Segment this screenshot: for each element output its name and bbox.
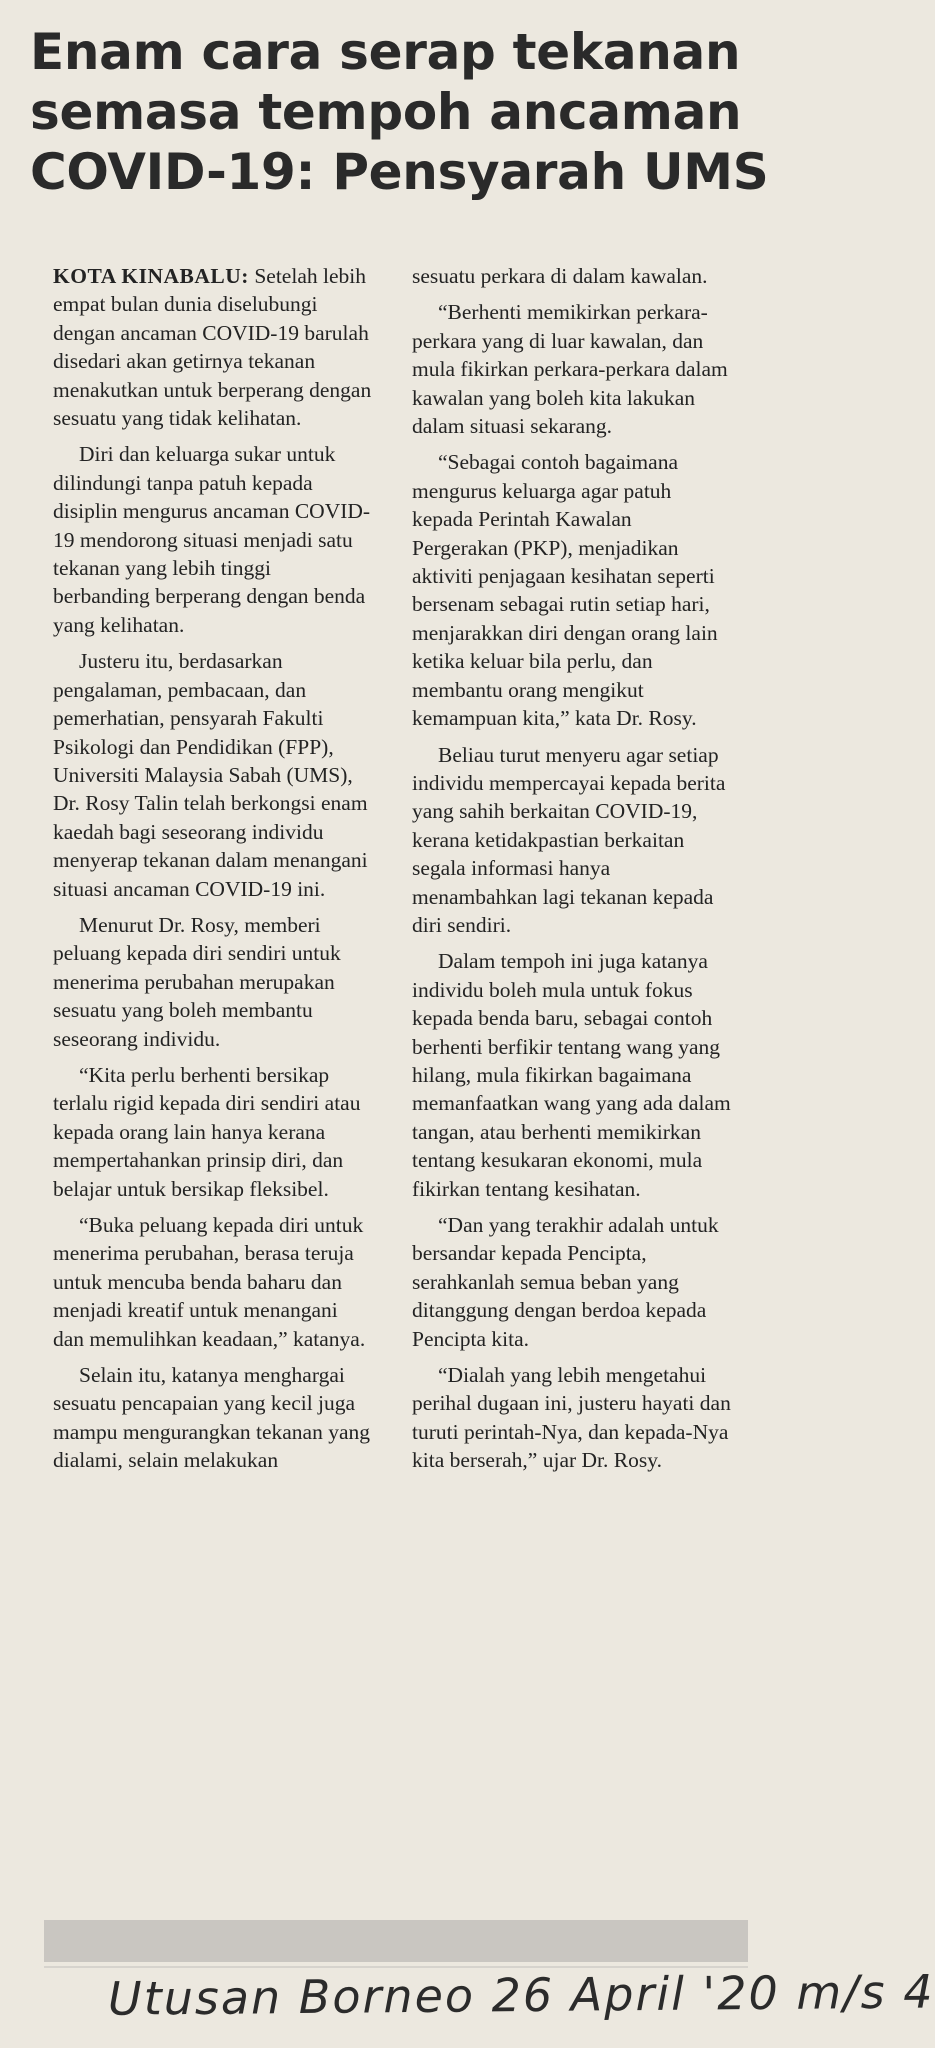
paragraph: “Dan yang terakhir adalah untuk bersandar kepada Pencipta, serahkanlah semua beban yang ditanggung dengan berdoa kepada Pencipta kita. [412, 1213, 719, 1351]
paragraph: Justeru itu, berdasarkan pengalaman, pembacaan, dan pemerhatian, pensyarah Fakulti Psikologi dan Pendidikan (FPP), Universiti Malaysia Sabah (UMS), Dr. Rosy Talin telah berkongsi enam kaedah bagi seseorang individu menyerap tekanan dalam menangani situasi ancaman COVID-19 ini. [53, 649, 368, 901]
paragraph [53, 262, 373, 432]
paragraph: Beliau turut menyeru agar setiap individu mempercayai kepada berita yang sahih berkaitan COVID-19, kerana ketidakpastian berkaitan segala informasi hanya menambahkan lagi tekanan kepada diri sendiri. [412, 742, 726, 937]
dateline: KOTA KINABALU: [53, 264, 249, 288]
paragraph: “Berhenti memikirkan perkara-perkara yang di luar kawalan, dan mula fikirkan perkara-perkara dalam kawalan yang boleh kita lakukan dalam situasi sekarang. [412, 300, 728, 439]
headline-line-1: Enam cara serap tekanan [30, 23, 741, 81]
paragraph: Menurut Dr. Rosy, memberi peluang kepada diri sendiri untuk menerima perubahan merupakan sesuatu yang boleh membantu seseorang individu. [53, 912, 341, 1051]
paragraph: “Dialah yang lebih mengetahui perihal dugaan ini, justeru hayati dan turuti perintah-Nya, dan kepada-Nya kita berserah,” ujar Dr. Rosy. [412, 1363, 731, 1473]
paragraph: sesuatu perkara di dalam kawalan. [412, 264, 708, 288]
paragraph: “Sebagai contoh bagaimana mengurus keluarga agar patuh kepada Perintah Kawalan Pergerakan (PKP), menjadikan aktiviti penjagaan kesihatan seperti bersenam sebagai rutin setiap hari, menjarakkan diri dengan orang lain ketika keluar bila perlu, dan membantu orang mengikut kemampuan kita,” kata Dr. Rosy. [412, 450, 718, 731]
headline-line-3: COVID-19: Pensyarah UMS [30, 143, 769, 201]
article-column-right [412, 262, 732, 1483]
paragraph: Dalam tempoh ini juga katanya individu boleh mula untuk fokus kepada benda baru, sebagai contoh berhenti berfikir tentang wang yang hilang, mula fikirkan bagaimana memanfaatkan wang yang ada dalam tangan, atau berhenti memikirkan tentang kesukaran ekonomi, mula fikirkan tentang kesihatan. [412, 949, 731, 1201]
paragraph: Diri dan keluarga sukar untuk dilindungi tanpa patuh kepada disiplin mengurus ancaman COVID-19 mendorong situasi menjadi satu tekanan yang lebih tinggi berbanding berperang dengan benda yang kelihatan. [53, 442, 371, 637]
paragraph: Selain itu, katanya menghargai sesuatu pencapaian yang kecil juga mampu mengurangkan tekanan yang dialami, selain melakukan [53, 1363, 371, 1473]
headline-line-2: semasa tempoh ancaman [30, 83, 742, 141]
handwritten-source-note: Utusan Borneo 26 April '20 m/s 4 [107, 1964, 935, 2026]
article-column-left [53, 262, 373, 1483]
paragraph: “Kita perlu berhenti bersikap terlalu rigid kepada diri sendiri atau kepada orang lain hanya kerana mempertahankan prinsip diri, dan belajar untuk bersikap fleksibel. [53, 1062, 361, 1201]
headline [30, 22, 769, 202]
paragraph: “Buka peluang kepada diri untuk menerima perubahan, berasa teruja untuk mencuba benda baharu dan menjadi kreatif untuk menangani dan memulihkan keadaan,” katanya. [53, 1213, 366, 1351]
footer-shaded-band [44, 1920, 748, 1962]
paragraph-text: Setelah lebih empat bulan dunia diselubungi dengan ancaman COVID-19 barulah disedari akan getirnya tekanan menakutkan untuk berperang dengan sesuatu yang tidak kelihatan. [53, 264, 372, 431]
